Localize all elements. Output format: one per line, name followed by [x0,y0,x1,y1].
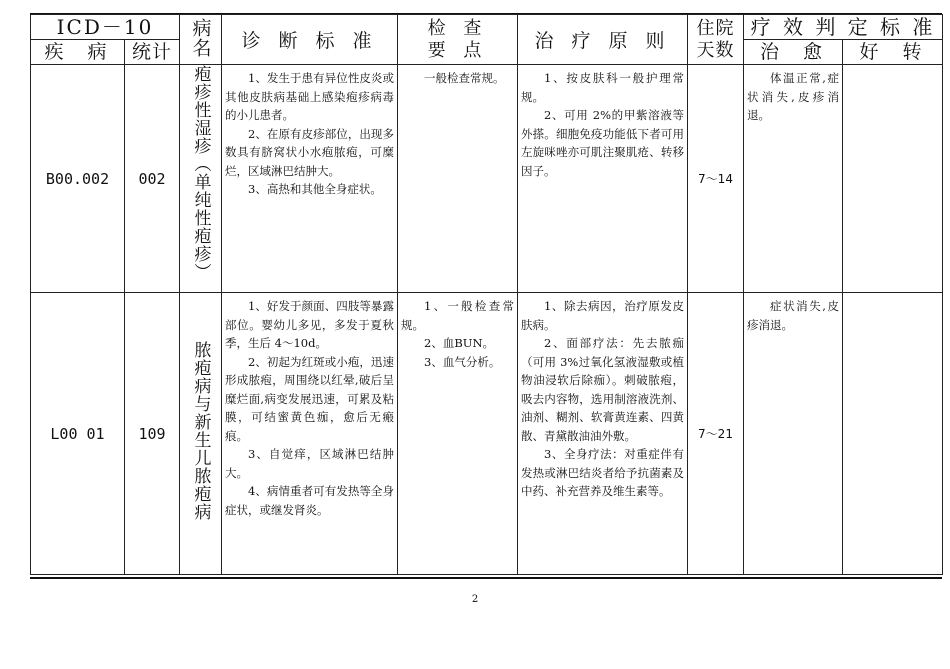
diagnosis-item: 2、初起为红斑或小疱，迅速形成脓疱，周围绕以红晕,破后呈糜烂面,病变发展迅速，可累及粘膜，可结蜜黄色痂，愈后无瘢痕。 [225,354,394,443]
diagnosis-item: 1、好发于颜面、四肢等暴露部位。婴幼儿多见，多发于夏秋季，生后 4～10d。 [225,299,394,350]
treatment-item: 3、全身疗法：对重症伴有发热或淋巴结炎者给予抗菌素及中药、补充营养及维生素等。 [521,447,684,498]
icd-header: ICD－10 [31,15,180,40]
stay-header [688,15,744,65]
stay-days: 7～14 [688,65,744,293]
diagnosis-item: 4、病情重者可有发热等全身症状，或继发肾炎。 [225,484,394,517]
disease-name: 疱疹性湿疹（单纯性疱疹） [180,65,222,293]
header-row-1 [31,15,943,40]
table-bottom-rule [30,577,942,579]
disease-name-header: 病名 [180,15,222,65]
disease-table [30,14,943,575]
exam-cell [398,293,518,575]
exam-header-line-2: 要 点 [427,39,488,61]
stat-header: 统计 [125,40,180,65]
exam-item: 3、血气分析。 [424,354,501,369]
icd-code: L00 01 [31,293,125,575]
disease-header: 疾 病 [31,40,125,65]
exam-item: 2、血BUN。 [424,336,495,350]
diagnosis-item: 1、发生于患有异位性皮炎或其他皮肤病基础上感染疱疹病毒的小儿患者。 [225,71,394,122]
exam-item: 一般检查常规。 [424,71,505,85]
exam-header-line-1: 检 查 [427,17,488,39]
cured-cell [744,293,843,575]
stat-code: 002 [125,65,180,293]
diagnosis-cell [222,293,398,575]
icd-code: B00.002 [31,65,125,293]
diagnosis-item: 3、自觉痒，区域淋巴结肿大。 [225,447,394,480]
diagnosis-cell [222,65,398,293]
outcome-header: 疗 效 判 定 标 准 [744,15,943,40]
cured-text: 体温正常,症状消失,皮疹消退。 [747,71,839,122]
improved-cell [843,65,943,293]
diagnosis-header: 诊 断 标 准 [222,15,398,65]
stay-header-line-1: 住院 [696,17,735,39]
diagnosis-item: 3、高热和其他全身症状。 [248,182,382,196]
treatment-item: 1、除去病因，治疗原发皮肤病。 [521,299,684,332]
cured-text: 症状消失,皮疹消退。 [747,299,839,332]
table-row [31,293,943,575]
diagnosis-item: 2、在原有皮疹部位，出现多数具有脐窝状小水疱脓疱，可糜烂，区域淋巴结肿大。 [225,126,394,178]
page-number: 2 [471,594,479,605]
stay-header-line-2: 天数 [696,39,735,61]
treatment-header: 治 疗 原 则 [518,15,688,65]
treatment-cell [518,65,688,293]
disease-name: 脓疱病与新生儿脓疱病 [180,293,222,575]
treatment-item: 2、面部疗法：先去脓痂（可用 3%过氧化氢液湿敷或植物油浸软后除痂）。刺破脓疱，吸去内容物，选用制溶液洗剂、油剂、糊剂、软膏黄连素、四黄散、青黛散油油外敷。 [521,336,684,443]
treatment-cell [518,293,688,575]
stay-days: 7～21 [688,293,744,575]
stat-code: 109 [125,293,180,575]
table-row [31,65,943,293]
exam-item: 1、一般检查常规。 [401,299,514,332]
treatment-item: 2、可用 2%的甲紫溶液等外搽。细胞免疫功能低下者可用左旋咪唑亦可肌注聚肌疮、转移因子。 [521,108,684,178]
treatment-item: 1、按皮肤科一般护理常规。 [521,71,684,104]
improved-cell [843,293,943,575]
cured-cell [744,65,843,293]
improved-header: 好 转 [843,40,943,65]
cured-header: 治 愈 [744,40,843,65]
exam-header [398,15,518,65]
exam-cell [398,65,518,293]
